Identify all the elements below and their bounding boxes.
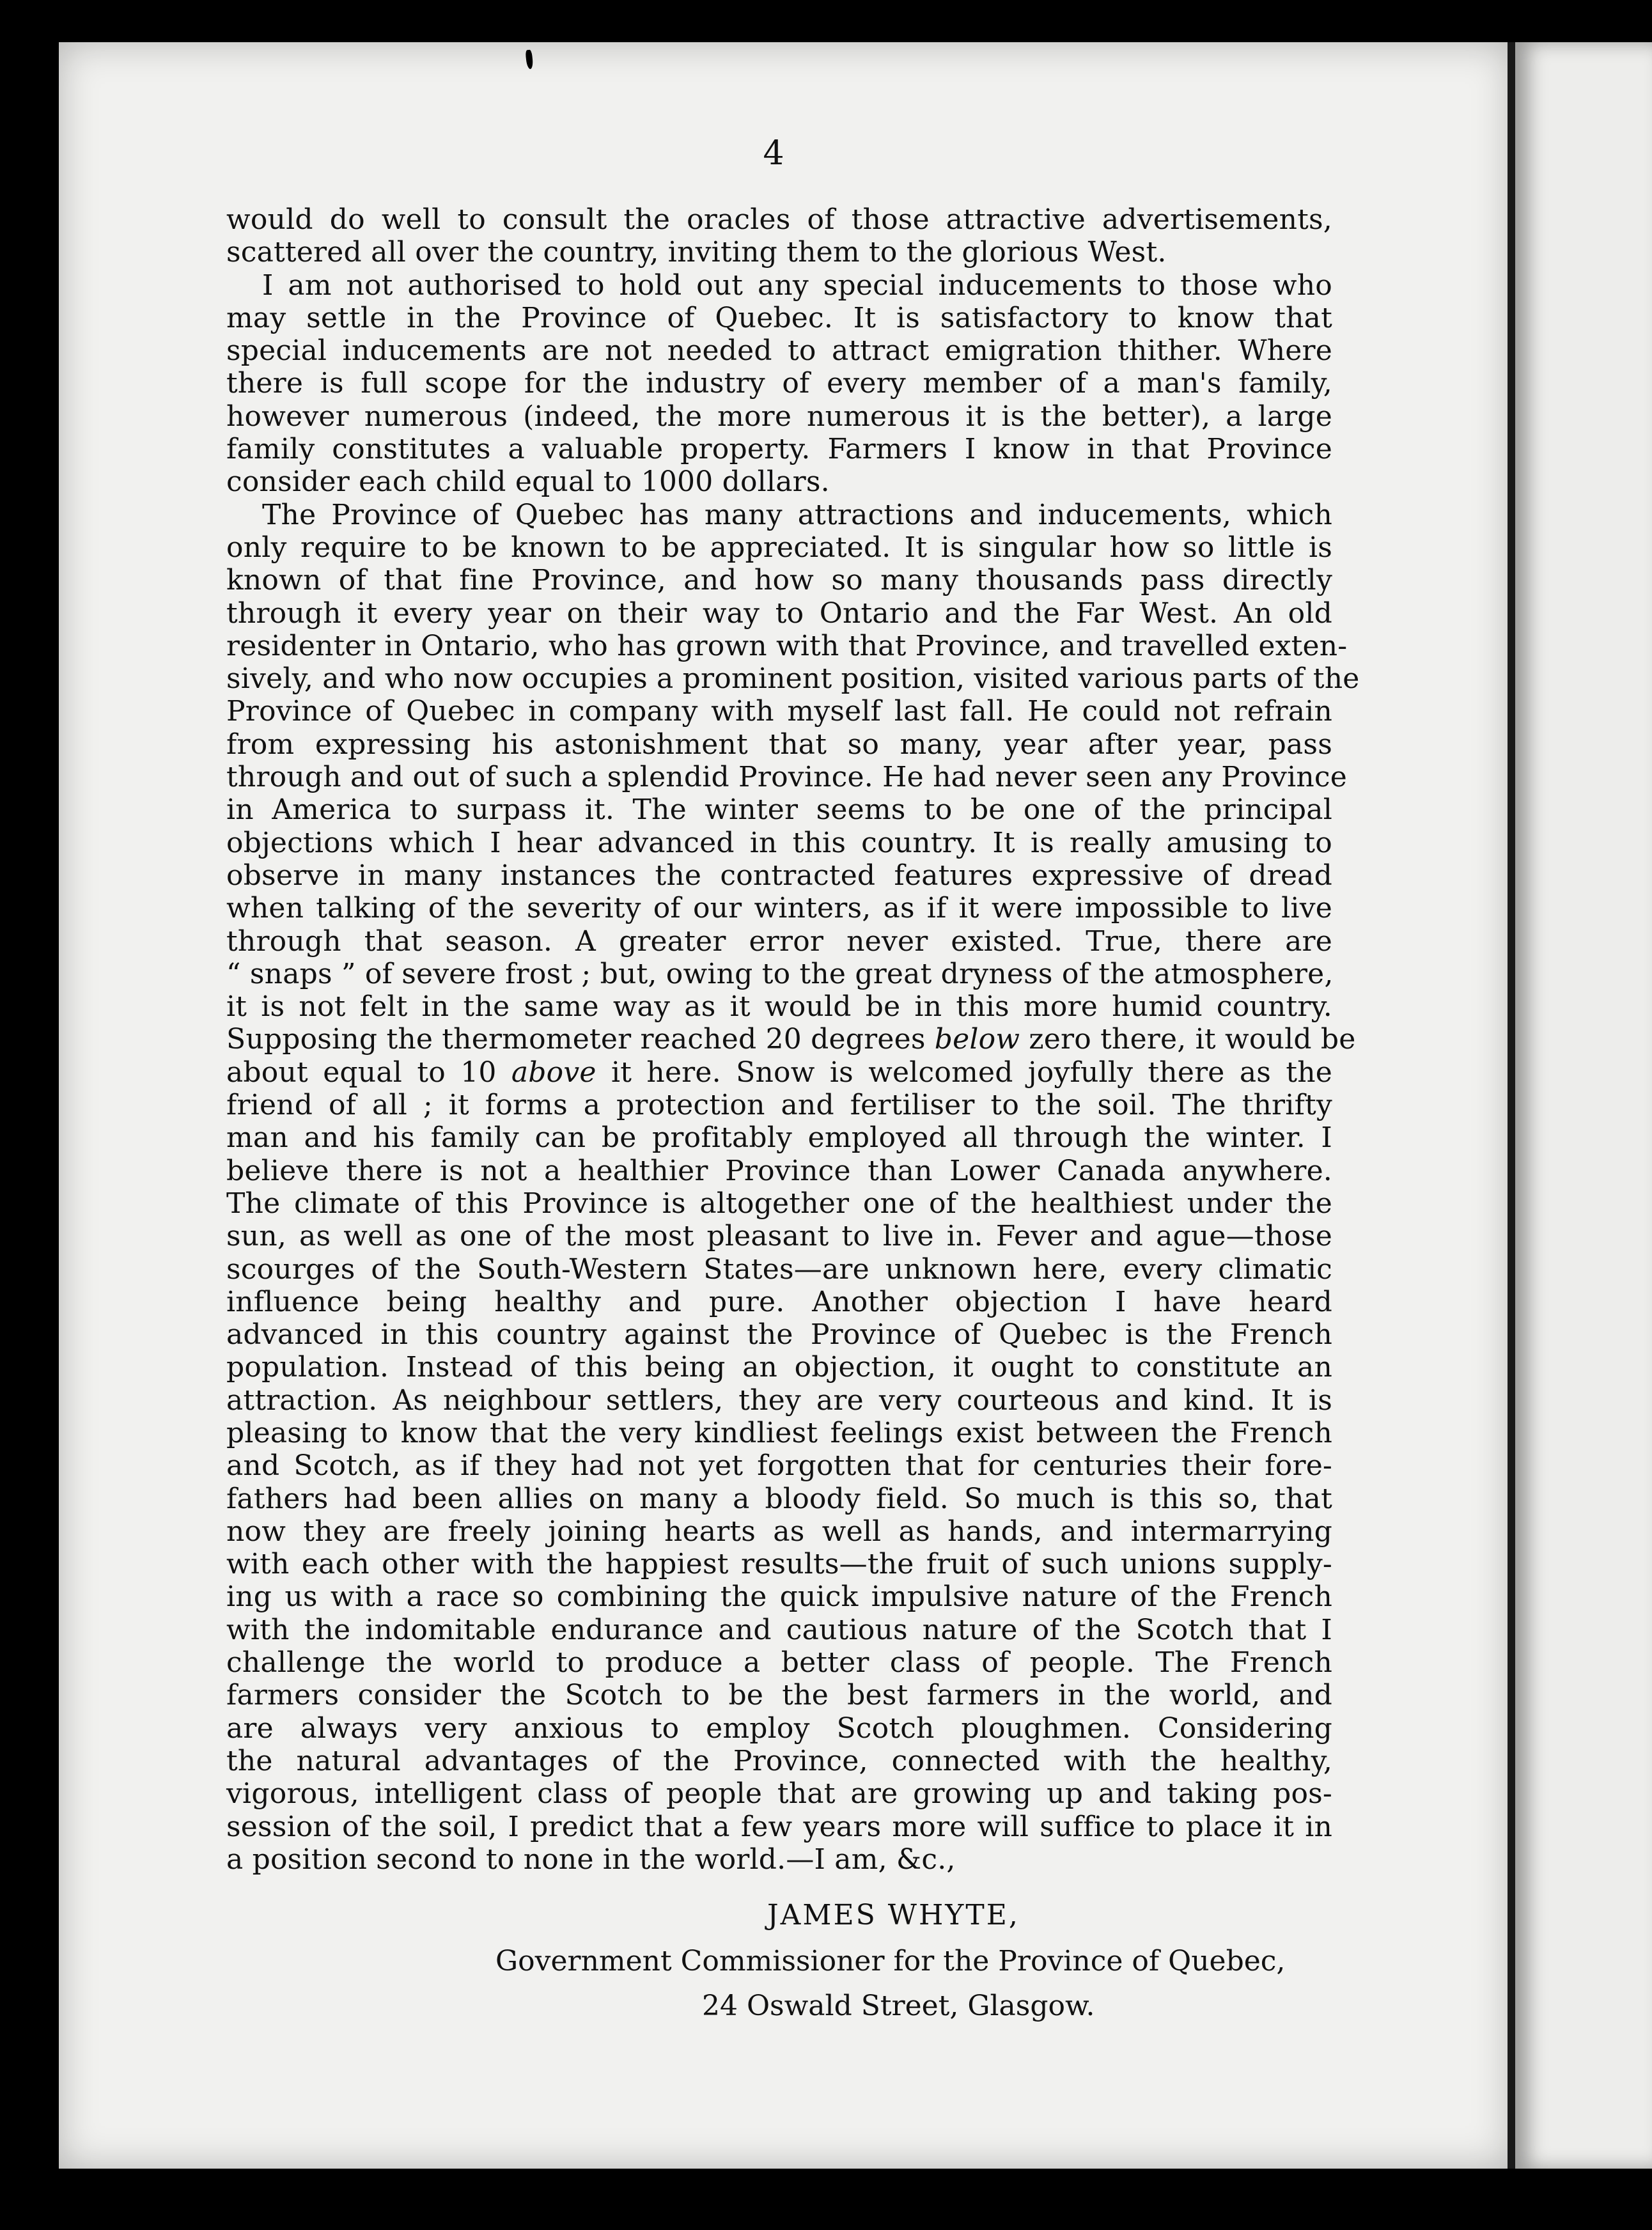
body-text <box>226 203 1360 1876</box>
text-line: pleasing to know that the very kindliest feelings exist between the French <box>226 1416 1332 1449</box>
text-line: The climate of this Province is altogether one of the healthiest under the <box>226 1187 1332 1220</box>
text-line: through that season. A greater error never existed. True, there are <box>226 924 1332 958</box>
text-line: influence being healthy and pure. Another objection I have heard <box>226 1285 1332 1318</box>
page-number: 4 <box>763 134 784 173</box>
text-line: the natural advantages of the Province, connected with the healthy, <box>226 1744 1332 1777</box>
text-line: consider each child equal to 1000 dollars. <box>226 465 830 499</box>
text-line: with the indomitable endurance and cautious nature of the Scotch that I <box>226 1613 1332 1646</box>
text-line: about equal to 10 above it here. Snow is welcomed joyfully there as the <box>226 1056 1332 1089</box>
text-line: I am not authorised to hold out any special inducements to those who <box>262 269 1332 302</box>
text-line: scourges of the South-Western States—are unknown here, every climatic <box>226 1252 1332 1286</box>
text-line: advanced in this country against the Province of Quebec is the French <box>226 1318 1332 1352</box>
text-line: The Province of Quebec has many attractions and inducements, which <box>262 498 1332 531</box>
text-line: friend of all ; it forms a protection and fertiliser to the soil. The thrifty <box>226 1089 1332 1122</box>
text-line: Province of Quebec in company with myself last fall. He could not refrain <box>226 695 1332 728</box>
text-line: scattered all over the country, inviting them to the glorious West. <box>226 236 1167 269</box>
text-line: a position second to none in the world.—I am, &c., <box>226 1843 956 1876</box>
text-line: attraction. As neighbour settlers, they are very courteous and kind. It is <box>226 1384 1332 1417</box>
text-line: may settle in the Province of Quebec. It is satisfactory to know that <box>226 301 1332 334</box>
text-line: and Scotch, as if they had not yet forgotten that for centuries their fore- <box>226 1449 1332 1483</box>
text-line: vigorous, intelligent class of people that are growing up and taking pos- <box>226 1777 1332 1811</box>
facing-page-edge <box>1515 42 1652 2169</box>
text-line: population. Instead of this being an objection, it ought to constitute an <box>226 1351 1332 1384</box>
text-line: when talking of the severity of our winters, as if it were impossible to live <box>226 892 1332 925</box>
text-line: Supposing the thermometer reached 20 degrees below zero there, it would be <box>226 1023 1356 1056</box>
text-line: observe in many instances the contracted features expressive of dread <box>226 859 1332 892</box>
text-line: family constitutes a valuable property. Farmers I know in that Province <box>226 433 1332 466</box>
text-line: through it every year on their way to Ontario and the Far West. An old <box>226 596 1332 630</box>
text-line: with each other with the happiest results—the fruit of such unions supply- <box>226 1548 1332 1581</box>
text-line: challenge the world to produce a better class of people. The French <box>226 1646 1332 1680</box>
text-line: farmers consider the Scotch to be the best farmers in the world, and <box>226 1679 1332 1712</box>
text-line: from expressing his astonishment that so many, year after year, pass <box>226 728 1332 761</box>
text-line: known of that fine Province, and how so many thousands pass directly <box>226 564 1332 597</box>
text-line: residenter in Ontario, who has grown with that Province, and travelled exten- <box>226 629 1348 662</box>
text-line: man and his family can be profitably employed all through the winter. I <box>226 1121 1332 1155</box>
text-line: it is not felt in the same way as it would be in this more humid country. <box>226 990 1332 1024</box>
page-gutter <box>1508 42 1515 2169</box>
signature-title: Government Commissioner for the Province of Quebec, <box>495 1945 1286 1977</box>
text-line: believe there is not a healthier Province than Lower Canada anywhere. <box>226 1154 1332 1187</box>
text-line: “ snaps ” of severe frost ; but, owing to the great dryness of the atmosphere, <box>226 957 1334 990</box>
text-line: fathers had been allies on many a bloody field. So much is this so, that <box>226 1482 1332 1515</box>
text-line: sively, and who now occupies a prominent position, visited various parts of the <box>226 662 1360 696</box>
text-line: in America to surpass it. The winter seems to be one of the principal <box>226 793 1332 827</box>
text-line: ing us with a race so combining the quick impulsive nature of the French <box>226 1580 1332 1614</box>
text-line: through and out of such a splendid Province. He had never seen any Province <box>226 761 1347 794</box>
text-line: session of the soil, I predict that a few years more will suffice to place it in <box>226 1810 1332 1843</box>
text-line: sun, as well as one of the most pleasant to live in. Fever and ague—those <box>226 1220 1332 1253</box>
signature-address: 24 Oswald Street, Glasgow. <box>702 1990 1095 2022</box>
text-line: would do well to consult the oracles of those attractive advertisements, <box>226 203 1332 236</box>
text-line: objections which I hear advanced in this country. It is really amusing to <box>226 826 1332 859</box>
text-line: there is full scope for the industry of every member of a man's family, <box>226 367 1332 400</box>
text-line: now they are freely joining hearts as well as hands, and intermarrying <box>226 1515 1332 1548</box>
text-line: special inducements are not needed to attract emigration thither. Where <box>226 334 1332 368</box>
text-line: only require to be known to be appreciated. It is singular how so little is <box>226 531 1332 564</box>
signature-name: JAMES WHYTE, <box>767 1899 1020 1931</box>
text-line: are always very anxious to employ Scotch ploughmen. Considering <box>226 1711 1332 1745</box>
text-line: however numerous (indeed, the more numerous it is the better), a large <box>226 400 1332 433</box>
